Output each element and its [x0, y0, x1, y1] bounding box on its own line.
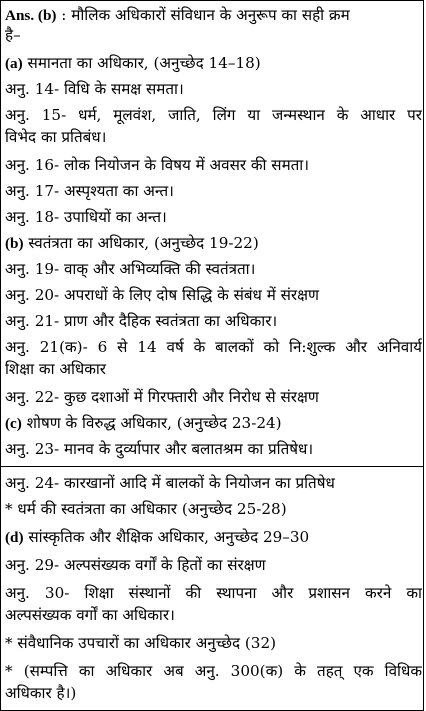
- section-b-title: स्वतंत्रता का अधिकार, (अनुच्छेद 19-22): [23, 234, 259, 252]
- section-d-heading: [5, 526, 422, 549]
- article-30-line2: अल्पसंख्यक वर्गों का अधिकार।: [5, 606, 175, 624]
- property-note-line2: अधिकार है।): [5, 684, 77, 702]
- article-21a-line2: शिक्षा का अधिकार: [5, 360, 107, 378]
- section-c-heading: [5, 412, 422, 435]
- section-a-heading: [5, 52, 422, 75]
- section-b-heading: [5, 232, 422, 255]
- section-d-label: (d): [5, 529, 24, 546]
- section-a-title: समानता का अधिकार, (अनुच्छेद 14–18): [22, 54, 261, 72]
- article-29: अनु. 29- अल्पसंख्यक वर्गों के हितों का संरक्षण: [5, 556, 266, 574]
- section-d-title: सांस्कृतिक और शैक्षिक अधिकार, अनुच्छेद 29–30: [23, 528, 310, 546]
- section-a-label: (a): [5, 55, 23, 72]
- article-19: अनु. 19- वाक् और अभिव्यक्ति की स्वतंत्रता।: [5, 260, 256, 278]
- answer-intro-cont: है–: [5, 26, 21, 44]
- article-15-line2: विभेद का प्रतिबंध।: [5, 128, 107, 146]
- article-20: अनु. 20- अपराधों के लिए दोष सिद्धि के संबंध में संरक्षण: [5, 286, 319, 304]
- article-23: अनु. 23- मानव के दुर्व्यापार और बलातश्रम का प्रतिषेध।: [5, 440, 314, 458]
- article-14: अनु. 14- विधि के समक्ष समता।: [5, 80, 184, 98]
- section-b-label: (b): [5, 235, 24, 252]
- article-22: अनु. 22- कुछ दशाओं में गिरफ्तारी और निरोध से संरक्षण: [5, 388, 319, 406]
- section-c-title: शोषण के विरुद्ध अधिकार, (अनुच्छेद 23-24): [21, 414, 282, 432]
- article-17: अनु. 17- अस्पृश्यता का अन्त।: [5, 182, 174, 200]
- article-24: अनु. 24- कारखानों आदि में बालकों के नियोजन का प्रतिषेध: [5, 474, 335, 492]
- section-c-label: (c): [5, 415, 22, 432]
- article-16: अनु. 16- लोक नियोजन के विषय में अवसर की समता।: [5, 156, 309, 174]
- article-15-line1: अनु. 15- धर्म, मूलवंश, जाति, लिंग या जन्मस्थान के आधार पर: [5, 106, 422, 124]
- article-21a-line1: अनु. 21(क)- 6 से 14 वर्ष के बालकों को नि:शुल्क और अनिवार्य: [5, 338, 422, 356]
- answer-label: Ans. (b): [5, 7, 57, 24]
- article-18: अनु. 18- उपाधियों का अन्त।: [5, 208, 167, 226]
- religion-right-note: * धर्म की स्वतंत्रता का अधिकार (अनुच्छेद 25-28): [5, 500, 287, 518]
- property-note-line1: * (सम्पत्ति का अधिकार अब अनु. 300(क) के तहत् एक विधिक: [5, 662, 422, 680]
- answer-intro: : मौलिक अधिकारों संविधान के अनुरूप का सही क्रम: [56, 6, 350, 24]
- remedies-note: * संवैधानिक उपचारों का अधिकार अनुच्छेद (32): [5, 634, 277, 652]
- article-30-line1: अनु. 30- शिक्षा संस्थानों की स्थापना और प्रशासन करने का: [5, 584, 422, 602]
- article-21: अनु. 21- प्राण और दैहिक स्वतंत्रता का अधिकार।: [5, 312, 278, 330]
